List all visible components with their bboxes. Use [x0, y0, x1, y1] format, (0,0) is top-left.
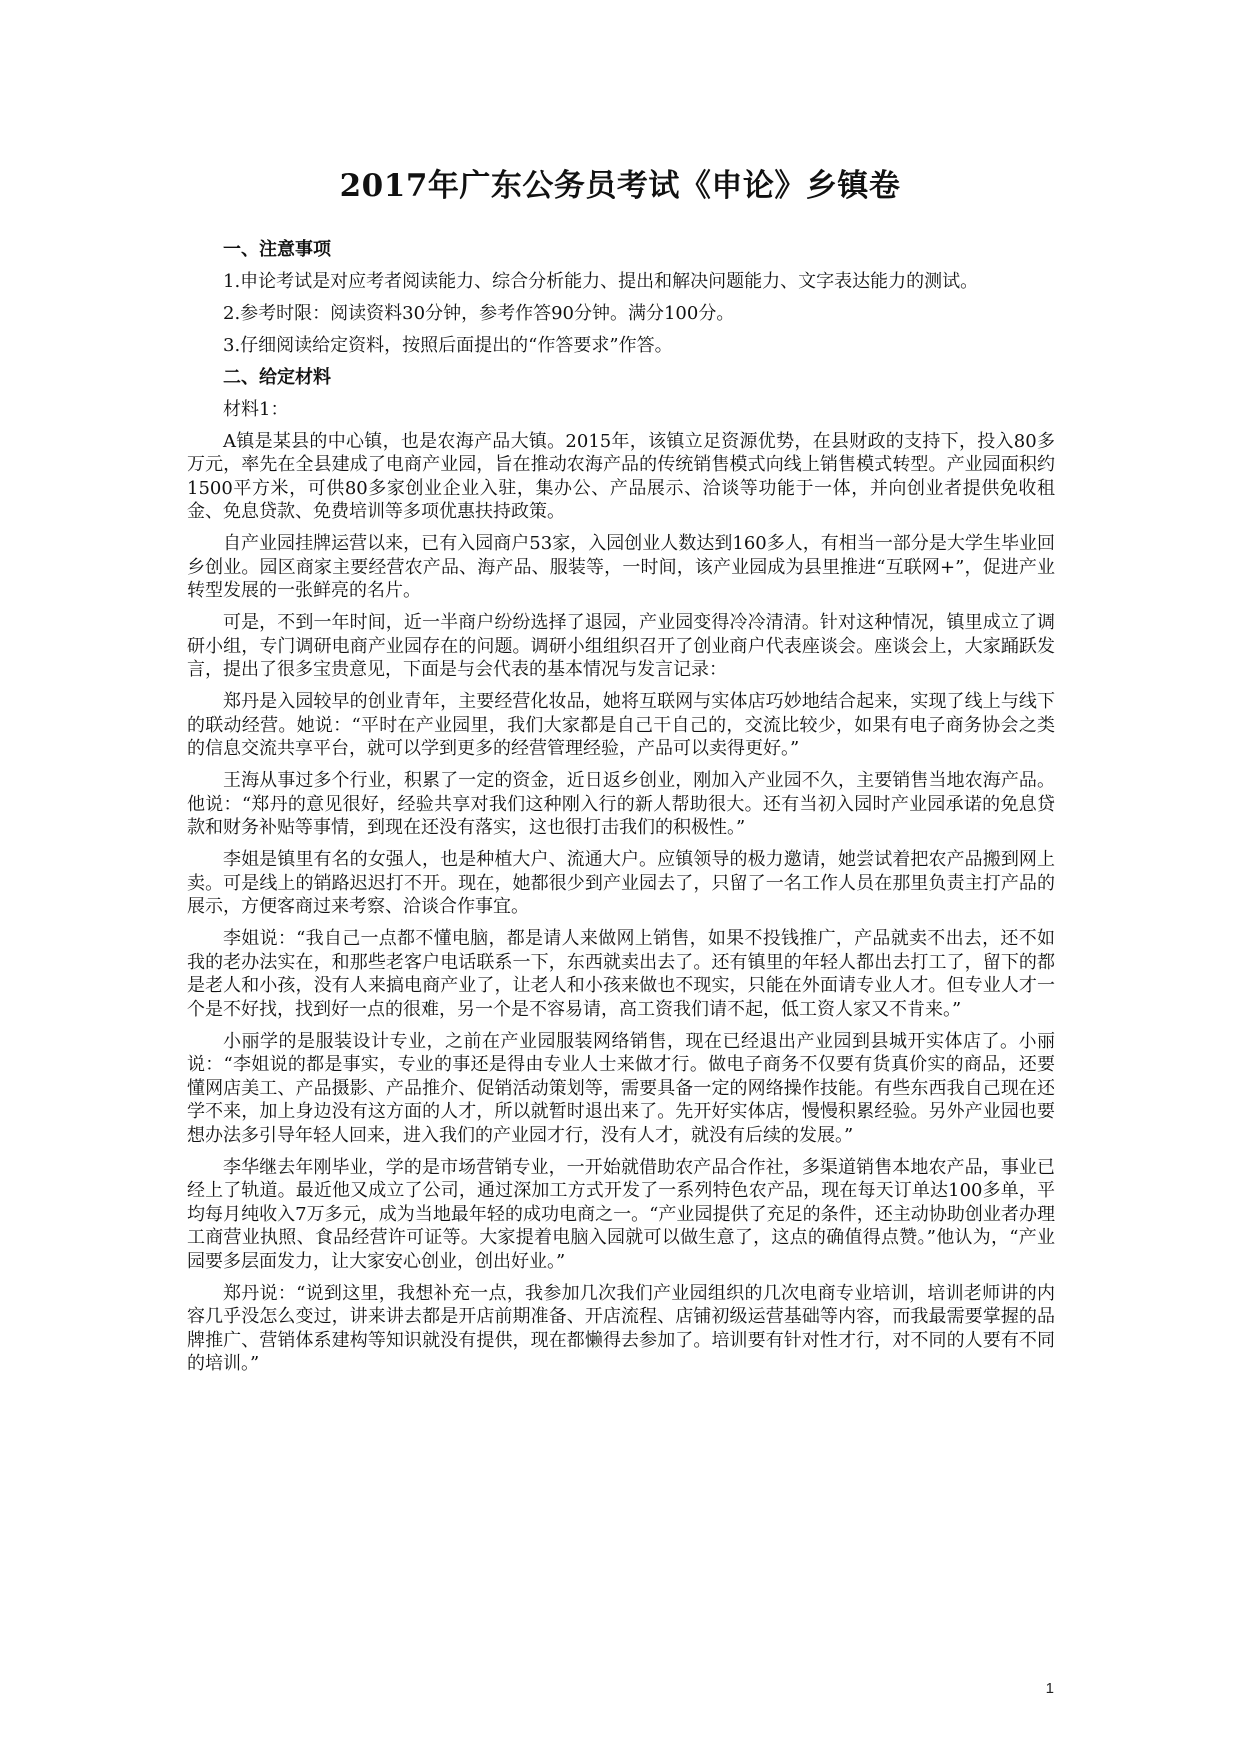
material-paragraph-9: 李华继去年刚毕业，学的是市场营销专业，一开始就借助农产品合作社，多渠道销售本地农产品，事业已经上了轨道。最近他又成立了公司，通过深加工方式开发了一系列特色农产品，现在每天订单达100多单，平均每月纯收入7万多元，成为当地最年轻的成功电商之一。“产业园提供了充足的条件，还主动协助创业者办理工商营业执照、食品经营许可证等。大家提着电脑入园就可以做生意了，这点的确值得点赞。”他认为，“产业园要多层面发力，让大家安心创业，创出好业。” — [187, 1156, 1055, 1272]
document-body — [187, 238, 1055, 1384]
material-paragraph-2: 自产业园挂牌运营以来，已有入园商户53家，入园创业人数达到160多人，有相当一部分是大学生毕业回乡创业。园区商家主要经营农产品、海产品、服装等，一时间，该产业园成为县里推进“互联网+”，促进产业转型发展的一张鲜亮的名片。 — [187, 533, 1055, 601]
material-paragraph-8: 小丽学的是服装设计专业，之前在产业园服装网络销售，现在已经退出产业园到县城开实体店了。小丽说：“李姐说的都是事实，专业的事还是得由专业人士来做才行。做电子商务不仅要有货真价实的商品，还要懂网店美工、产品摄影、产品推介、促销活动策划等，需要具备一定的网络操作技能。有些东西我自己现在还学不来，加上身边没有这方面的人才，所以就暂时退出来了。先开好实体店，慢慢积累经验。另外产业园也要想办法多引导年轻人回来，进入我们的产业园才行，没有人才，就没有后续的发展。” — [187, 1030, 1055, 1146]
notice-item-3: 3.仔细阅读给定资料，按照后面提出的“作答要求”作答。 — [223, 335, 673, 356]
page-number: 1 — [1045, 1680, 1054, 1697]
material-paragraph-3: 可是，不到一年时间，近一半商户纷纷选择了退园，产业园变得冷冷清清。针对这种情况，镇里成立了调研小组，专门调研电商产业园存在的问题。调研小组组织召开了创业商户代表座谈会。座谈会上，大家踊跃发言，提出了很多宝贵意见，下面是与会代表的基本情况与发言记录： — [187, 612, 1055, 680]
section-heading-notice: 一、注意事项 — [223, 239, 331, 260]
material-label: 材料1： — [223, 399, 289, 420]
material-paragraph-10: 郑丹说：“说到这里，我想补充一点，我参加几次我们产业园组织的几次电商专业培训，培训老师讲的内容几乎没怎么变过，讲来讲去都是开店前期准备、开店流程、店铺初级运营基础等内容，而我最需要掌握的品牌推广、营销体系建构等知识就没有提供，现在都懒得去参加了。培训要有针对性才行，对不同的人要有不同的培训。” — [187, 1282, 1055, 1374]
notice-item-2: 2.参考时限：阅读资料30分钟，参考作答90分钟。满分100分。 — [223, 303, 735, 324]
notice-item-1: 1.申论考试是对应考者阅读能力、综合分析能力、提出和解决问题能力、文字表达能力的测试。 — [223, 271, 979, 292]
material-paragraph-6: 李姐是镇里有名的女强人，也是种植大户、流通大户。应镇领导的极力邀请，她尝试着把农产品搬到网上卖。可是线上的销路迟迟打不开。现在，她都很少到产业园去了，只留了一名工作人员在那里负责主打产品的展示，方便客商过来考察、洽谈合作事宜。 — [187, 849, 1055, 917]
section-heading-materials: 二、给定材料 — [223, 367, 331, 388]
material-paragraph-7: 李姐说：“我自己一点都不懂电脑，都是请人来做网上销售，如果不投钱推广，产品就卖不出去，还不如我的老办法实在，和那些老客户电话联系一下，东西就卖出去了。还有镇里的年轻人都出去打工了，留下的都是老人和小孩，没有人来搞电商产业了，让老人和小孩来做也不现实，只能在外面请专业人才。但专业人才一个是不好找，找到好一点的很难，另一个是不容易请，高工资我们请不起，低工资人家又不肯来。” — [187, 928, 1055, 1020]
material-paragraph-4: 郑丹是入园较早的创业青年，主要经营化妆品，她将互联网与实体店巧妙地结合起来，实现了线上与线下的联动经营。她说：“平时在产业园里，我们大家都是自己干自己的，交流比较少，如果有电子商务协会之类的信息交流共享平台，就可以学到更多的经营管理经验，产品可以卖得更好。” — [187, 691, 1055, 759]
material-paragraph-1: A镇是某县的中心镇，也是农海产品大镇。2015年，该镇立足资源优势，在县财政的支持下，投入80多万元，率先在全县建成了电商产业园，旨在推动农海产品的传统销售模式向线上销售模式转型。产业园面积约1500平方米，可供80多家创业企业入驻，集办公、产品展示、洽谈等功能于一体，并向创业者提供免收租金、免息贷款、免费培训等多项优惠扶持政策。 — [187, 430, 1055, 522]
material-paragraph-5: 王海从事过多个行业，积累了一定的资金，近日返乡创业，刚加入产业园不久，主要销售当地农海产品。他说：“郑丹的意见很好，经验共享对我们这种刚入行的新人帮助很大。还有当初入园时产业园承诺的免息贷款和财务补贴等事情，到现在还没有落实，这也很打击我们的积极性。” — [187, 770, 1055, 838]
document-title: 2017年广东公务员考试《申论》乡镇卷 — [339, 168, 901, 204]
